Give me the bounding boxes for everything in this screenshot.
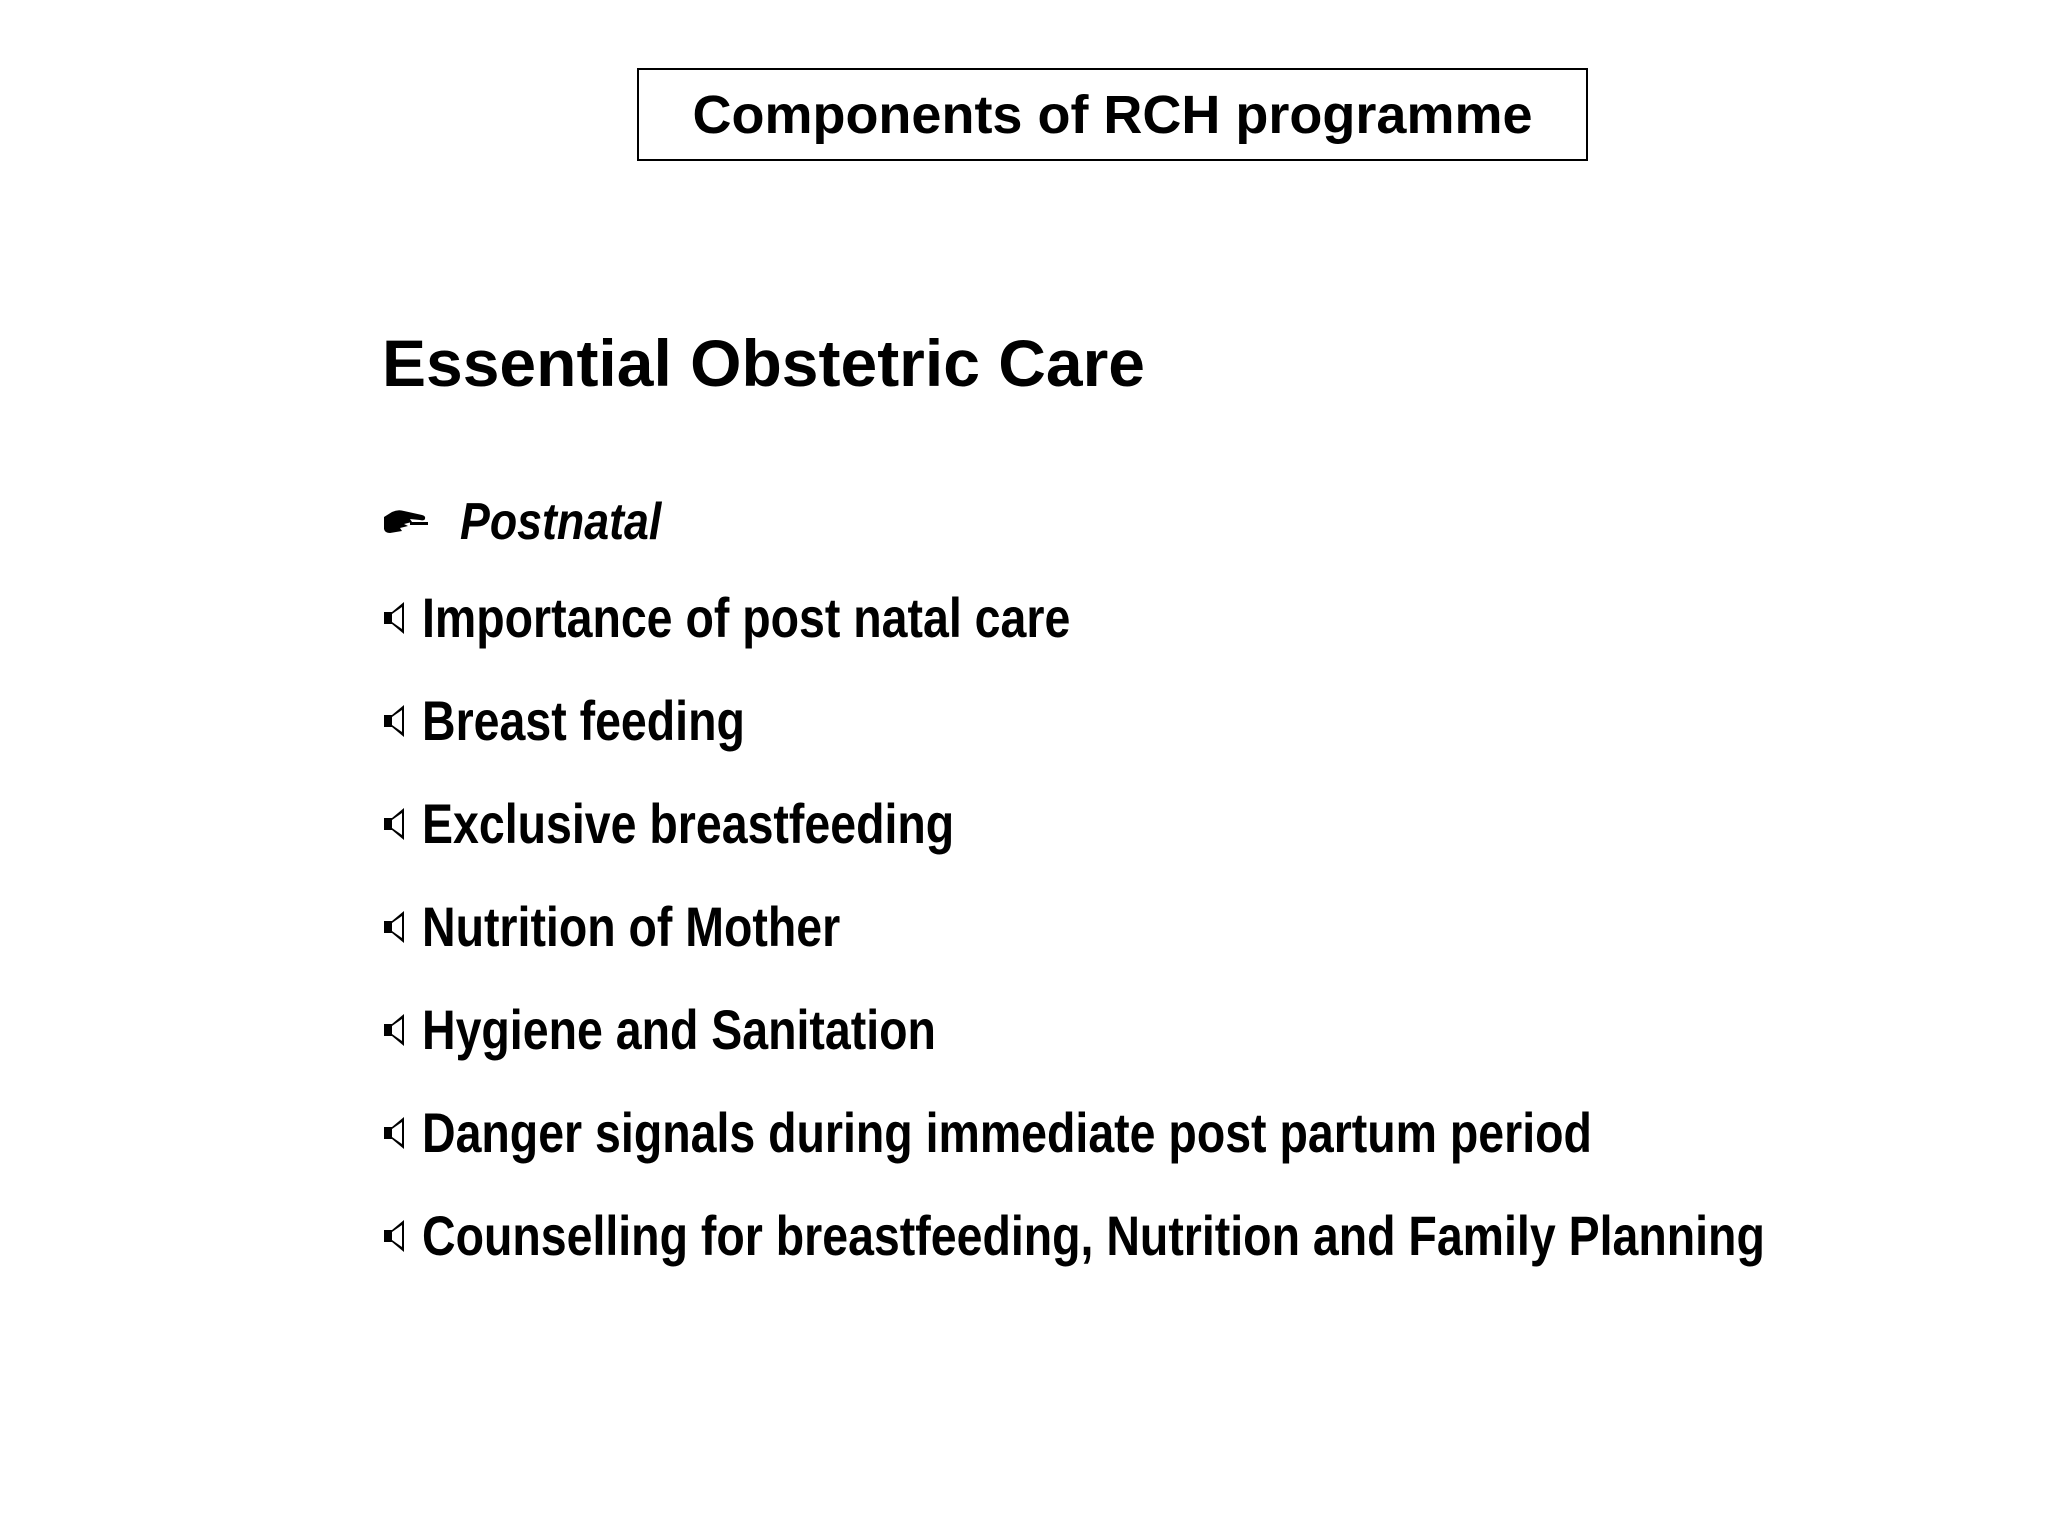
list-item [382, 687, 2040, 790]
subheading-label: Postnatal [460, 493, 662, 551]
bullet-label: Danger signals during immediate post partum period [422, 1101, 1592, 1164]
list-item [382, 893, 2040, 996]
list-item [382, 1202, 2040, 1305]
bullet-label: Exclusive breastfeeding [422, 792, 955, 855]
speaker-icon [382, 1218, 406, 1254]
bullet-label: Breast feeding [422, 689, 745, 752]
title-box [637, 68, 1588, 161]
bullet-label: Nutrition of Mother [422, 895, 841, 958]
speaker-icon [382, 600, 406, 636]
bullet-label: Hygiene and Sanitation [422, 998, 936, 1061]
bullet-label: Counselling for breastfeeding, Nutrition and Family Planning [422, 1204, 1765, 1267]
list-item [382, 996, 2040, 1099]
list-item [382, 1099, 2040, 1202]
bullet-list [382, 584, 2040, 1305]
speaker-icon [382, 909, 406, 945]
speaker-icon [382, 703, 406, 739]
list-item [382, 584, 2040, 687]
speaker-icon [382, 806, 406, 842]
bullet-label: Importance of post natal care [422, 586, 1071, 649]
subheading-row [382, 492, 694, 552]
list-item [382, 790, 2040, 893]
speaker-icon [382, 1115, 406, 1151]
speaker-icon [382, 1012, 406, 1048]
section-heading: Essential Obstetric Care [382, 326, 1145, 400]
slide-title: Components of RCH programme [692, 84, 1533, 145]
pointing-hand-icon [382, 507, 430, 537]
